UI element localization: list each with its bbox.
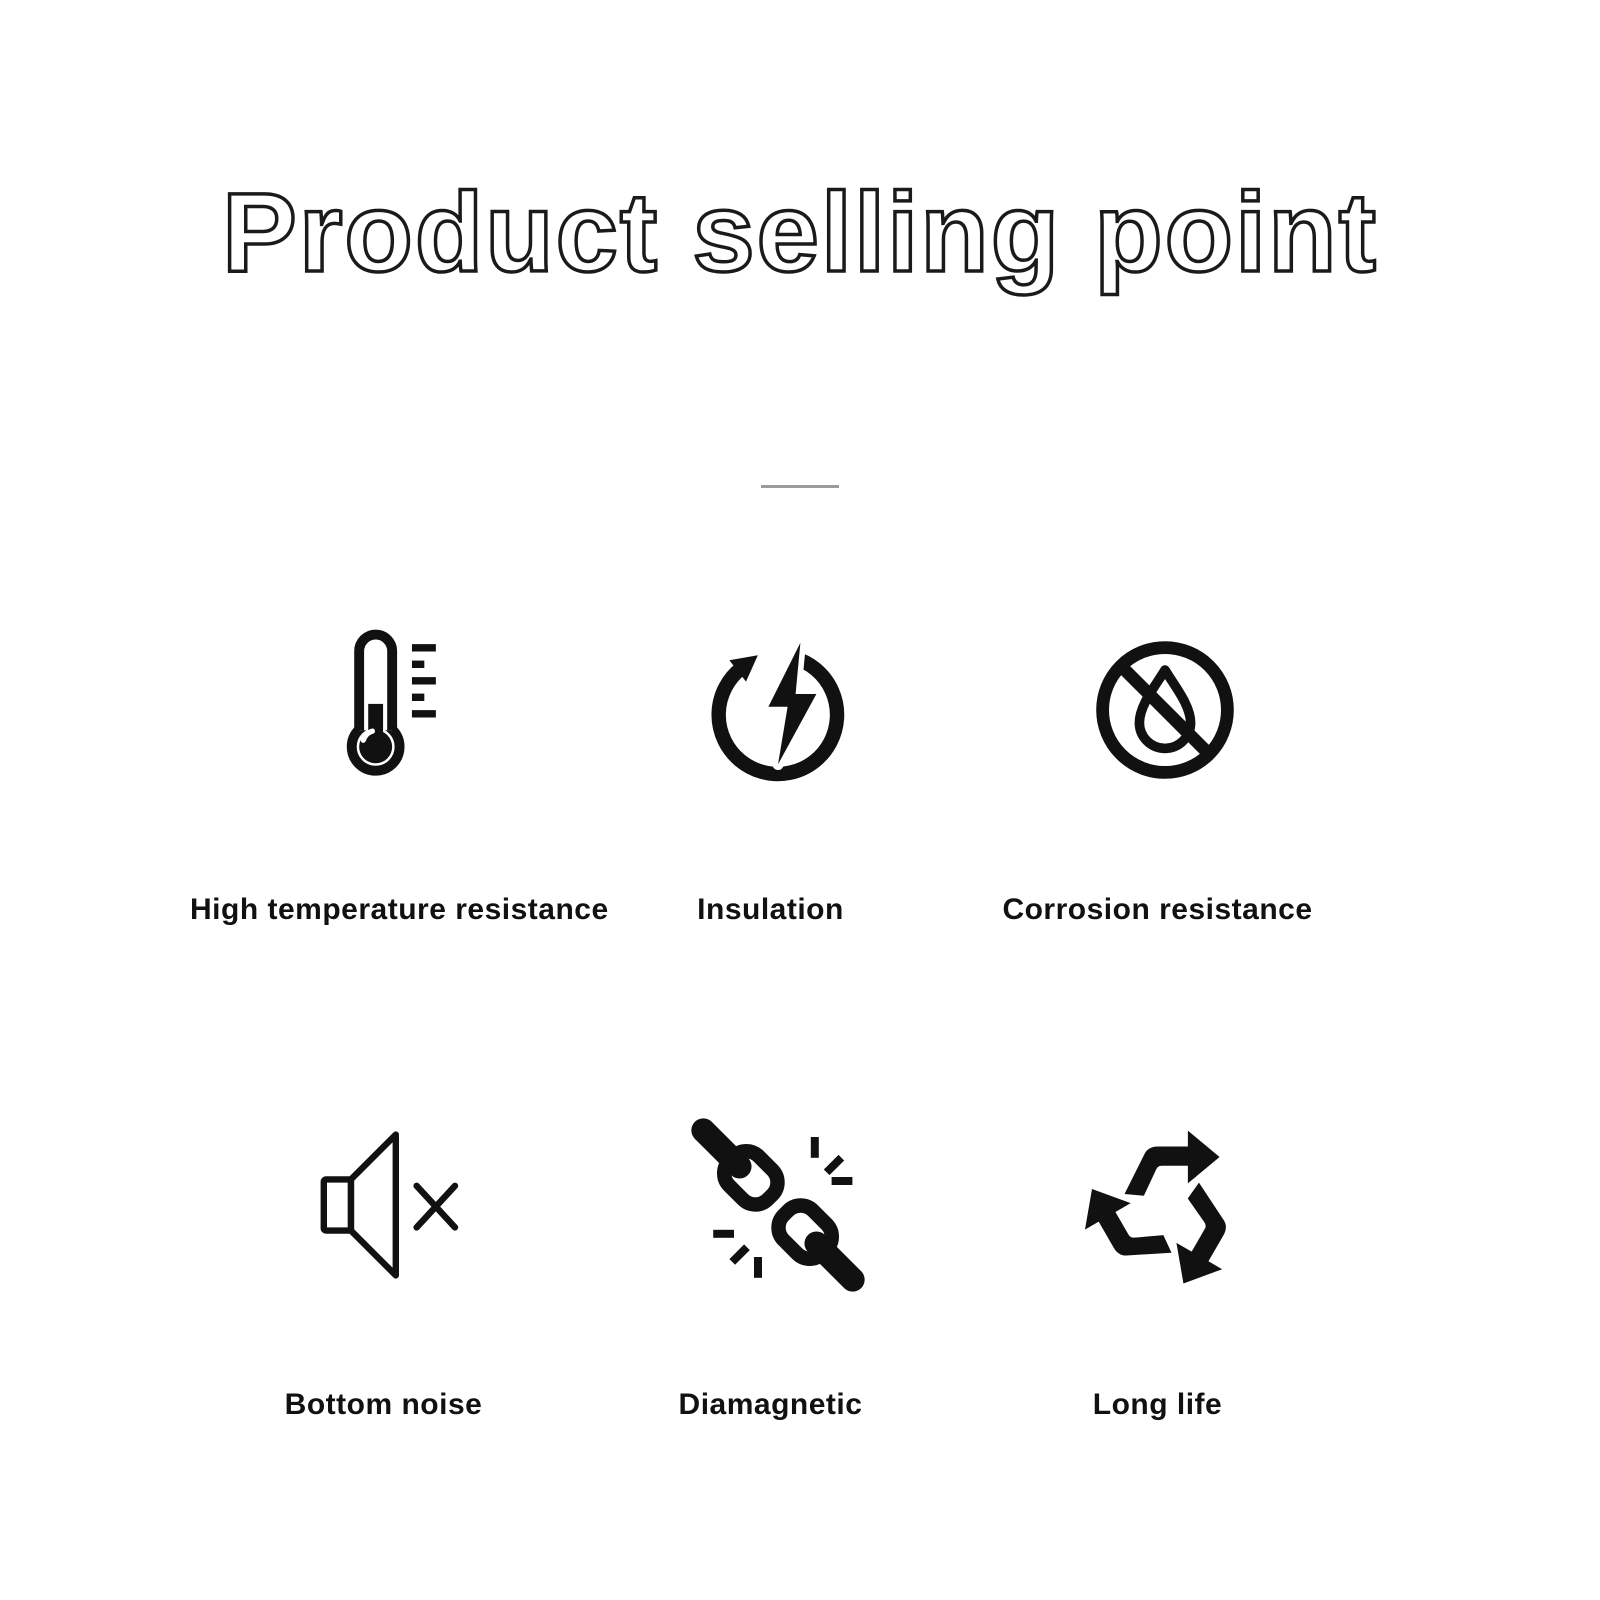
- feature-insulation: [577, 600, 964, 927]
- muted-speaker-icon: [190, 1095, 577, 1315]
- title-divider: [761, 485, 839, 488]
- lightning-circular-arrow-icon: [577, 600, 964, 820]
- page-title: Product selling point: [222, 170, 1378, 295]
- feature-label: Corrosion resistance: [1002, 893, 1313, 926]
- thermometer-icon: [190, 600, 577, 820]
- feature-label: Diamagnetic: [678, 1388, 863, 1421]
- feature-label: Long life: [1092, 1388, 1223, 1421]
- recycle-icon: [964, 1095, 1351, 1315]
- feature-label: Insulation: [697, 893, 844, 926]
- feature-bottom-noise: [190, 1095, 577, 1422]
- no-water-drop-icon: [964, 600, 1351, 820]
- feature-diamagnetic: [577, 1095, 964, 1422]
- feature-label: Bottom noise: [284, 1388, 483, 1421]
- feature-long-life: [964, 1095, 1351, 1422]
- feature-corrosion-resistance: [964, 600, 1351, 927]
- feature-high-temperature-resistance: [190, 600, 609, 927]
- broken-chain-icon: [577, 1095, 964, 1315]
- feature-label: High temperature resistance: [190, 893, 609, 926]
